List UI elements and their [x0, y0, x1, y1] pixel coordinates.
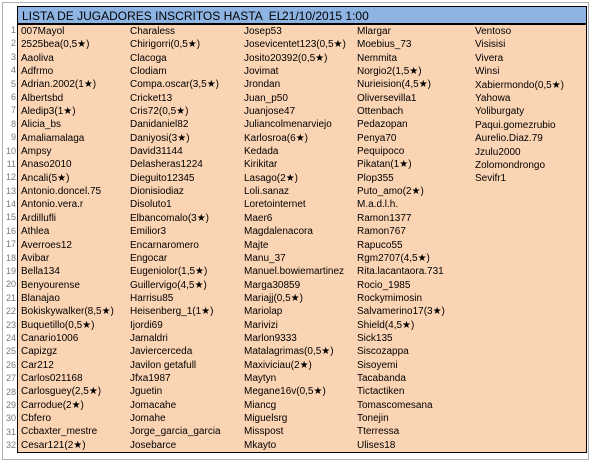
player-cell[interactable]: Ventoso	[475, 26, 512, 37]
player-cell[interactable]: Rapuco55	[357, 239, 403, 251]
title-cell[interactable]	[17, 6, 587, 24]
player-cell[interactable]: Chirigorri(0,5★)	[130, 39, 201, 51]
row-number[interactable]: 22	[5, 306, 16, 317]
player-cell[interactable]: Athlea	[21, 226, 50, 238]
player-cell[interactable]: Ramon1377	[357, 212, 412, 224]
player-cell[interactable]: Plop355	[357, 172, 394, 184]
player-cell[interactable]: Winsi	[475, 66, 500, 78]
player-cell[interactable]: Mariajj(0,5★)	[244, 292, 303, 304]
player-cell[interactable]: Delasheras1224	[130, 159, 203, 171]
player-cell[interactable]: Juanjose47	[244, 106, 296, 118]
row-number[interactable]: 27	[5, 373, 16, 384]
row-number[interactable]: 8	[10, 118, 16, 129]
player-cell[interactable]: Xabiermondo(0,5★)	[475, 79, 565, 91]
player-cell[interactable]: Miancg	[244, 399, 277, 411]
player-cell[interactable]: Mkayto	[244, 439, 277, 451]
player-cell[interactable]: Zolomondrongo	[475, 159, 546, 171]
player-cell[interactable]: Javiercerceda	[130, 346, 193, 358]
player-cell[interactable]: Sevifr1	[475, 173, 507, 185]
player-cell[interactable]: Sisoyemi	[357, 359, 398, 371]
player-cell[interactable]: Cris72(0,5★)	[130, 106, 189, 118]
player-cell[interactable]: Siscozappa	[357, 346, 409, 358]
player-cell[interactable]: Yahowa	[475, 92, 511, 104]
player-cell[interactable]: Puto_amo(2★)	[357, 186, 424, 198]
player-cell[interactable]: Josevicentet123(0,5★)	[244, 39, 346, 51]
player-cell[interactable]: 2525bea(0,5★)	[21, 39, 90, 51]
player-cell[interactable]: Ramon767	[357, 226, 406, 238]
player-cell[interactable]: Sick135	[357, 332, 393, 344]
player-cell[interactable]: Visisisi	[475, 39, 506, 51]
row-number[interactable]: 2	[10, 38, 16, 49]
player-cell[interactable]: Maytyn	[244, 372, 277, 384]
row-number[interactable]: 13	[5, 185, 16, 196]
row-number[interactable]: 11	[6, 158, 16, 169]
player-cell[interactable]: Capizgz	[21, 346, 58, 358]
player-cell[interactable]: Jamaldri	[130, 332, 168, 344]
row-number[interactable]: 4	[10, 65, 16, 76]
player-cell[interactable]: Lasago(2★)	[244, 172, 298, 184]
row-number[interactable]: 9	[10, 132, 16, 143]
player-cell[interactable]: Dionisiodiaz	[130, 186, 184, 198]
player-cell[interactable]: Antonio.doncel.75	[21, 186, 102, 198]
player-cell[interactable]: Avibar	[21, 252, 50, 264]
row-number[interactable]: 32	[5, 440, 16, 451]
players-table	[17, 24, 587, 453]
player-cell[interactable]: Carlos021168	[21, 372, 83, 384]
player-cell[interactable]: Aledip3(1★)	[21, 106, 76, 118]
player-cell[interactable]: Juan_p50	[244, 92, 288, 104]
row-number[interactable]: 3	[10, 51, 16, 62]
row-number[interactable]: 20	[5, 279, 16, 290]
player-cell[interactable]: Ijordi69	[130, 319, 163, 331]
player-cell[interactable]: Ulises18	[357, 439, 396, 451]
player-cell[interactable]: Tacabanda	[357, 372, 406, 384]
player-cell[interactable]: Buquetillo(0,5★)	[21, 319, 95, 331]
player-column	[127, 25, 241, 452]
player-cell[interactable]: Albertsbd	[21, 92, 64, 104]
player-cell[interactable]: Manu_37	[244, 252, 286, 264]
row-number[interactable]: 7	[10, 105, 16, 116]
player-cell[interactable]: Amaliamalaga	[21, 132, 85, 144]
player-column	[18, 25, 127, 452]
player-cell[interactable]: Alicia_bs	[21, 119, 62, 131]
player-cell[interactable]: Car212	[21, 359, 54, 371]
player-cell[interactable]: Jovimat	[244, 66, 279, 78]
player-cell[interactable]: Pedazopan	[357, 119, 408, 131]
player-cell[interactable]: Jomacahe	[130, 399, 177, 411]
player-cell[interactable]: Cbfero	[21, 412, 52, 424]
row-number[interactable]: 24	[5, 332, 16, 343]
player-cell[interactable]: Loretointernet	[244, 199, 306, 211]
row-number[interactable]: 28	[5, 386, 16, 397]
player-cell[interactable]: Mlargar	[357, 26, 391, 37]
player-cell[interactable]: Jorge_garcia_garcia	[130, 426, 221, 438]
player-cell[interactable]: Cesar121(2★)	[21, 439, 86, 451]
row-number[interactable]: 23	[5, 319, 16, 330]
player-cell[interactable]: Shield(4,5★)	[357, 319, 415, 331]
player-cell[interactable]: Kedada	[244, 146, 279, 158]
player-cell[interactable]: Elbancomalo(3★)	[130, 212, 209, 224]
player-cell[interactable]: Eugeniolor(1,5★)	[130, 266, 208, 278]
player-cell[interactable]: Compa.oscar(3,5★)	[130, 79, 219, 91]
player-cell[interactable]: Jrondan	[244, 79, 281, 91]
player-cell[interactable]: Jzulu2000	[475, 146, 521, 158]
player-cell[interactable]: Emilior3	[130, 226, 167, 238]
header-row	[3, 6, 588, 24]
player-cell[interactable]: Carlosguey(2,5★)	[21, 386, 102, 398]
player-cell[interactable]: Kirikitar	[244, 159, 278, 171]
player-cell[interactable]: Benyourense	[21, 279, 80, 291]
player-cell[interactable]: Marlon9333	[244, 332, 297, 344]
row-number[interactable]: 25	[5, 346, 16, 357]
row-number[interactable]: 18	[5, 252, 16, 263]
player-cell[interactable]: Majte	[244, 239, 269, 251]
row-number[interactable]: 5	[10, 78, 16, 89]
player-cell[interactable]: Loli.sanaz	[244, 186, 290, 198]
row-number[interactable]: 21	[5, 292, 16, 303]
player-cell[interactable]: Oliversevilla1	[357, 92, 417, 104]
player-cell[interactable]: Danidaniel82	[130, 119, 189, 131]
player-cell[interactable]: Rocio_1985	[357, 279, 411, 291]
player-cell[interactable]: Aurelio.Diaz.79	[475, 133, 543, 145]
player-cell[interactable]: Tictactiken	[357, 386, 405, 398]
row-number[interactable]: 19	[5, 266, 16, 277]
player-cell[interactable]: M.a.d.l.h.	[357, 199, 399, 211]
player-cell[interactable]: Javilon getafull	[130, 359, 197, 371]
player-cell[interactable]: Karlosroa(6★)	[244, 132, 308, 144]
player-cell[interactable]: Rita.lacantaora.731	[357, 266, 444, 278]
player-column	[472, 25, 586, 452]
player-cell[interactable]: Anaso2010	[21, 159, 72, 171]
player-cell[interactable]: Jguetin	[130, 386, 163, 398]
player-cell[interactable]: Penya70	[357, 132, 397, 144]
player-cell[interactable]: Josep53	[244, 26, 282, 37]
player-cell[interactable]: Ancali(5★)	[21, 172, 70, 184]
player-cell[interactable]: Tonejin	[357, 412, 389, 424]
player-cell[interactable]: Rgm2707(4,5★)	[357, 252, 430, 264]
player-cell[interactable]: Pequipoco	[357, 146, 405, 158]
player-cell[interactable]: Yoliburgaty	[475, 106, 525, 118]
row-number[interactable]: 1	[10, 25, 16, 35]
player-cell[interactable]: David31144	[130, 146, 183, 158]
player-cell[interactable]: Miguelsrg	[244, 412, 288, 424]
player-cell[interactable]: Matalagrimas(0,5★)	[244, 346, 334, 358]
player-cell[interactable]: Disoluto1	[130, 199, 172, 211]
page-title: LISTA DE JUGADORES INSCRITOS HASTA EL	[22, 9, 284, 23]
player-cell[interactable]: Ccbaxter_mestre	[21, 426, 98, 438]
player-cell[interactable]: Ardillufli	[21, 212, 57, 224]
player-cell[interactable]: Tterressa	[357, 426, 400, 438]
date-time: 21/10/2015 1:00	[282, 9, 369, 23]
player-cell[interactable]: Adfrmo	[21, 66, 54, 78]
player-cell[interactable]: Antonio.vera.r	[21, 199, 84, 211]
player-cell[interactable]: Moebius_73	[357, 39, 412, 51]
player-cell[interactable]: Clacoga	[130, 52, 167, 64]
spreadsheet	[2, 2, 589, 460]
player-cell[interactable]: Harrisu85	[130, 292, 174, 304]
player-cell[interactable]: Guillervigo(4,5★)	[130, 279, 207, 291]
player-cell[interactable]: Engocar	[130, 252, 168, 264]
player-cell[interactable]: Rockymimosin	[357, 292, 423, 304]
row-numbers	[3, 24, 17, 453]
player-cell[interactable]: Maer6	[244, 212, 273, 224]
player-cell[interactable]: Bokiskywalker(8,5★)	[21, 306, 114, 318]
player-cell[interactable]: Marga30859	[244, 279, 301, 291]
player-cell[interactable]: 007Mayol	[21, 26, 65, 37]
player-cell[interactable]: Canario1006	[21, 332, 79, 344]
player-cell[interactable]: Jomahe	[130, 412, 166, 424]
player-cell[interactable]: Charaless	[130, 26, 176, 37]
player-cell[interactable]: Ampsy	[21, 146, 52, 158]
player-cell[interactable]: Josito20392(0,5★)	[244, 52, 328, 64]
row-number[interactable]: 31	[5, 426, 16, 437]
row-number[interactable]: 12	[5, 172, 16, 183]
player-cell[interactable]: Encarnaromero	[130, 239, 199, 251]
player-cell[interactable]: Josebarce	[130, 439, 177, 451]
row-number[interactable]: 26	[5, 359, 16, 370]
player-cell[interactable]: Juliancolmenarviejo	[244, 119, 332, 131]
row-number[interactable]: 6	[10, 91, 16, 102]
row-number[interactable]: 17	[5, 239, 16, 250]
player-cell[interactable]: Manuel.bowiemartinez	[244, 266, 345, 278]
player-cell[interactable]: Salvamerino17(3★)	[357, 306, 445, 318]
row-number[interactable]: 30	[5, 413, 16, 424]
player-column	[241, 25, 354, 452]
player-cell[interactable]: Paqui.gomezrubio	[475, 119, 556, 131]
player-cell[interactable]: Aaoliva	[21, 52, 54, 64]
player-cell[interactable]: Norgio2(1,5★)	[357, 66, 422, 78]
player-cell[interactable]: Maxiviciau(2★)	[244, 359, 312, 371]
player-cell[interactable]: Magdalenacora	[244, 226, 313, 238]
row-number[interactable]: 14	[5, 199, 16, 210]
player-cell[interactable]: Clodiam	[130, 66, 167, 78]
player-cell[interactable]: Tomascomesana	[357, 399, 433, 411]
player-cell[interactable]: Vivera	[475, 52, 504, 64]
player-cell[interactable]: Averroes12	[21, 239, 72, 251]
player-cell[interactable]: Adrian.2002(1★)	[21, 79, 97, 91]
player-cell[interactable]: Pikatan(1★)	[357, 159, 412, 171]
player-cell[interactable]: Bella134	[21, 266, 60, 278]
player-cell[interactable]: Blanajao	[21, 292, 60, 304]
player-cell[interactable]: Carrodue(2★)	[21, 399, 84, 411]
player-cell[interactable]: Ottenbach	[357, 106, 404, 118]
player-cell[interactable]: Daniyosi(3★)	[130, 132, 190, 144]
row-number[interactable]: 29	[5, 399, 16, 410]
player-column	[354, 25, 472, 452]
player-cell[interactable]: Marivizi	[244, 319, 278, 331]
player-cell[interactable]: Heisenberg_1(1★)	[130, 306, 214, 318]
player-cell[interactable]: Mariolap	[244, 306, 283, 318]
player-cell[interactable]: Cricket13	[130, 92, 173, 104]
player-cell[interactable]: Nurieision(4,5★)	[357, 79, 431, 91]
player-cell[interactable]: Megane16v(0,5★)	[244, 386, 326, 398]
player-cell[interactable]: Jfxa1987	[130, 372, 171, 384]
player-cell[interactable]: Misspost	[244, 426, 284, 438]
row-number[interactable]: 10	[5, 145, 16, 156]
row-number[interactable]: 16	[5, 225, 16, 236]
player-cell[interactable]: Dieguito12345	[130, 172, 195, 184]
player-cell[interactable]: Nemmita	[357, 52, 398, 64]
row-number[interactable]: 15	[5, 212, 16, 223]
